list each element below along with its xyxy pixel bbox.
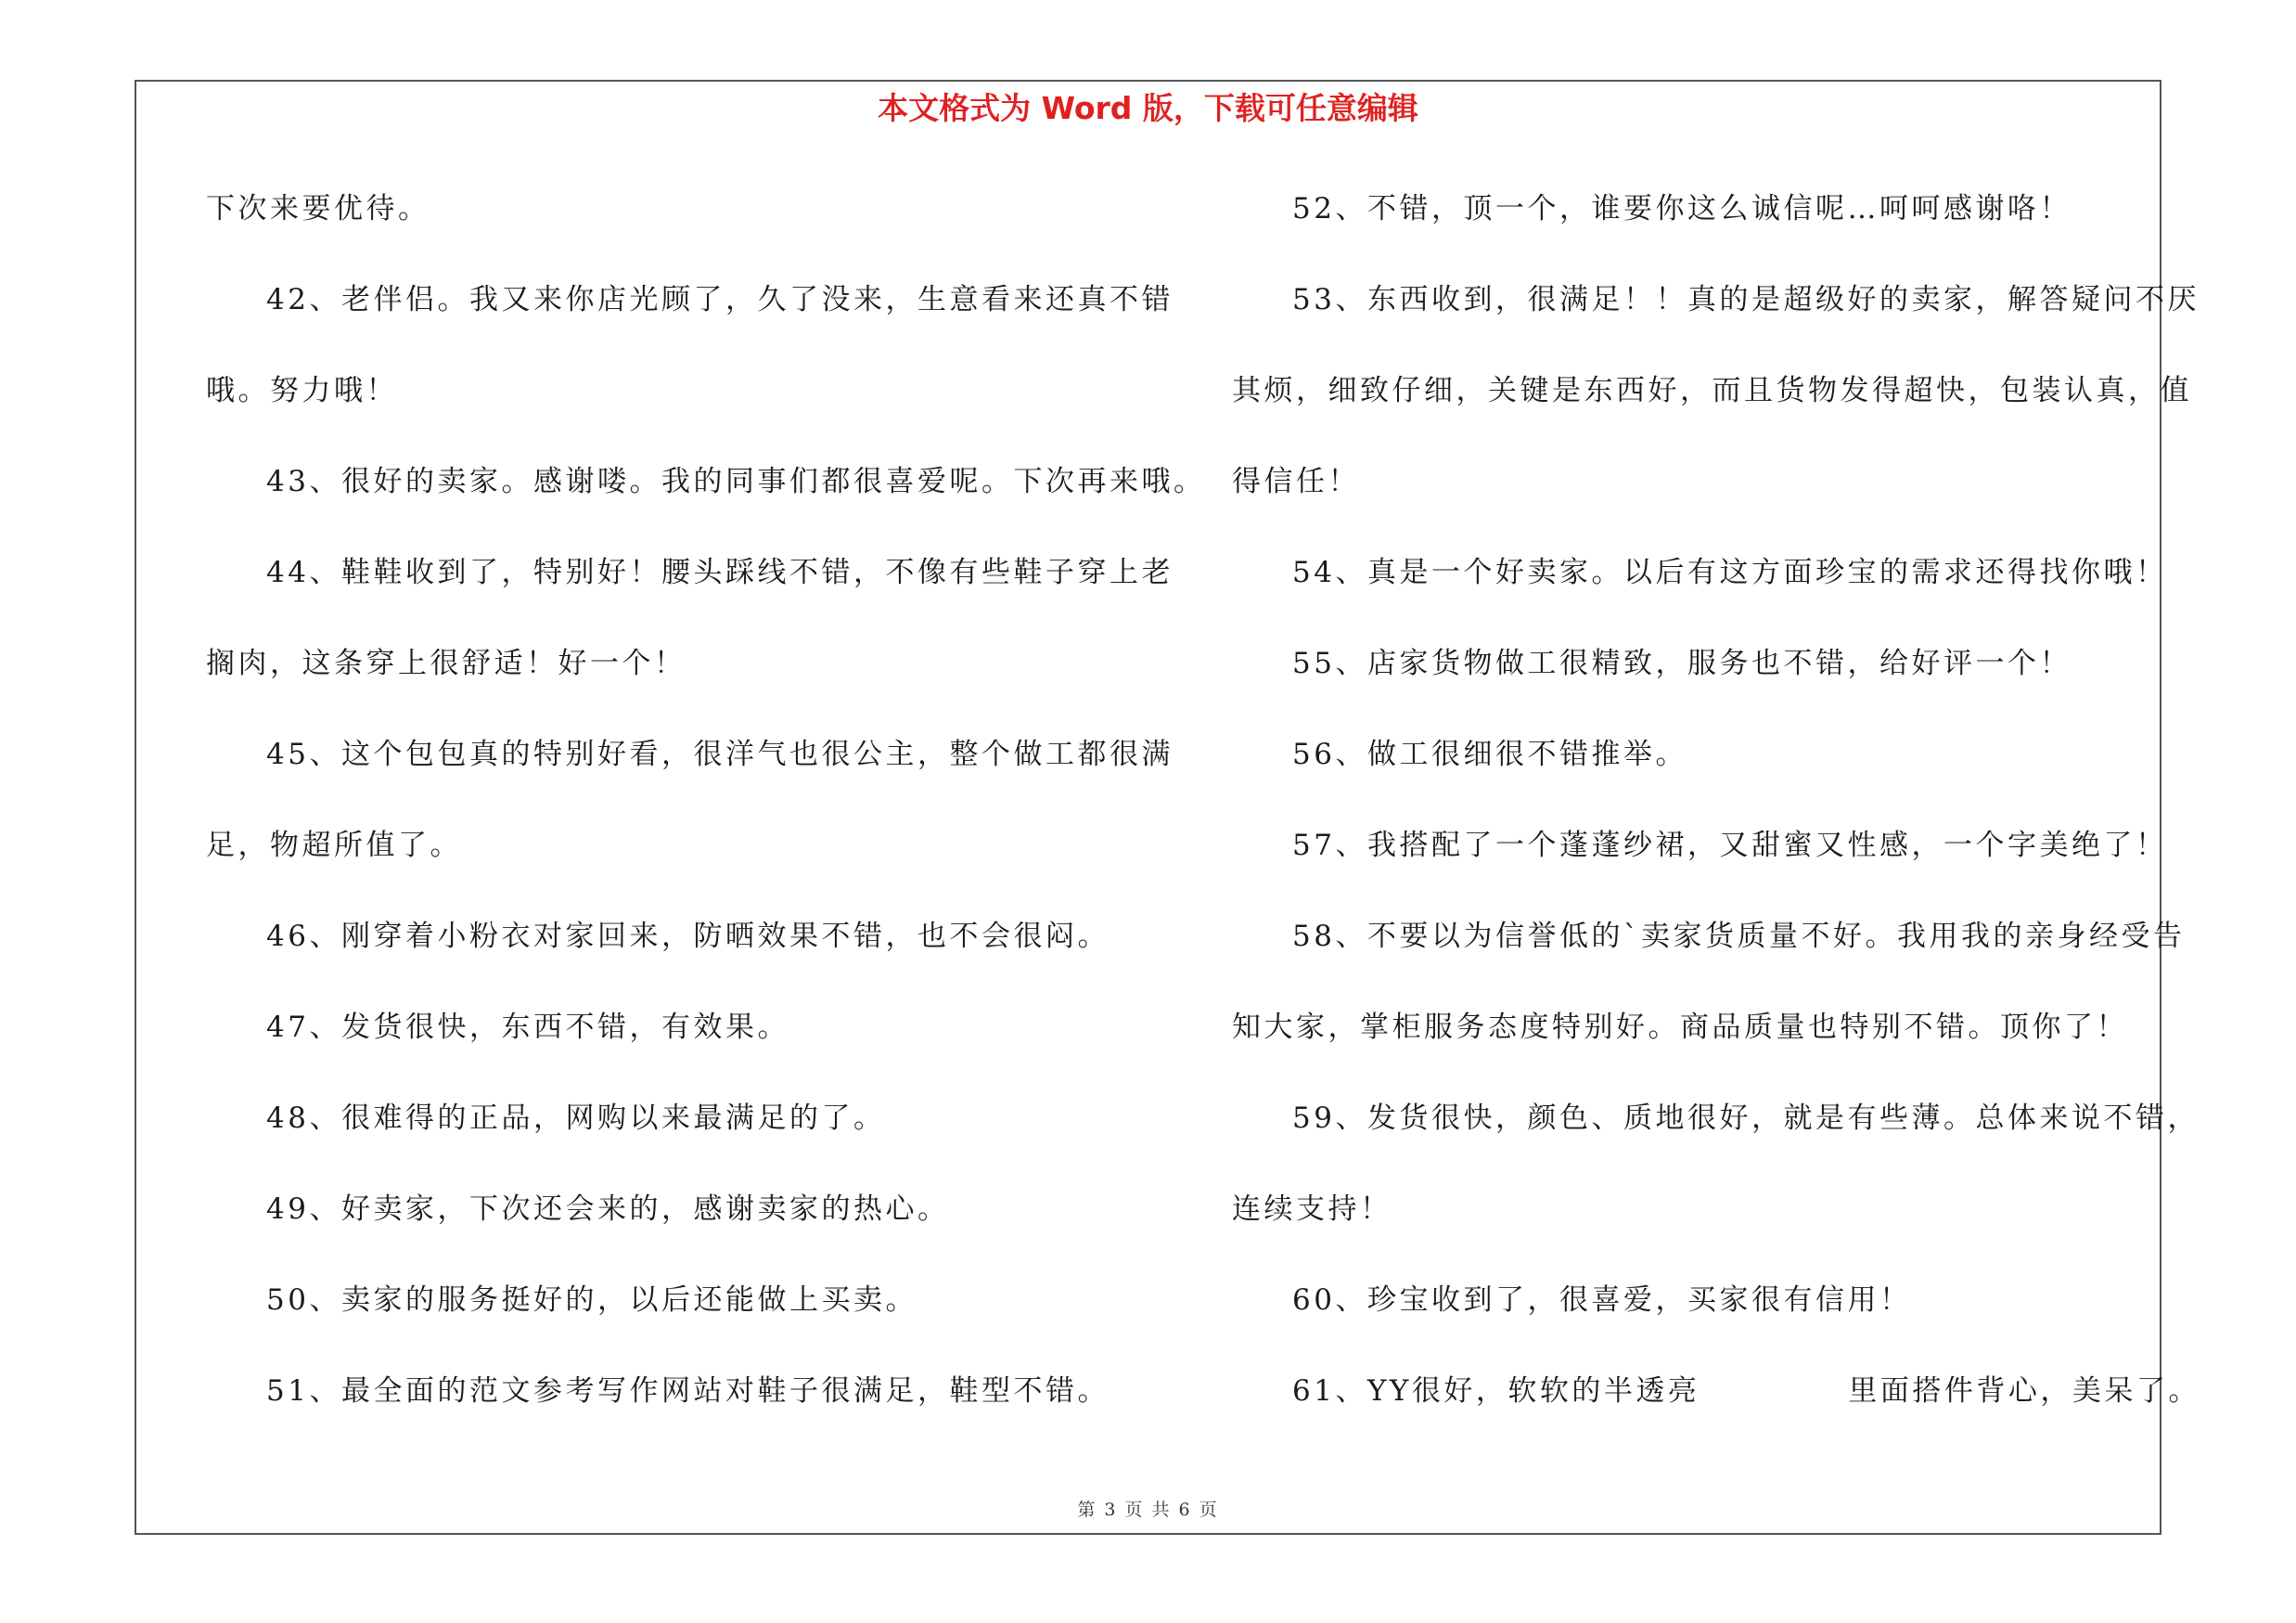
paragraph-line: 搁肉，这条穿上很舒适！好一个！ — [206, 647, 686, 680]
page-footer: 第 3 页 共 6 页 — [1077, 1500, 1219, 1520]
paragraph-line: 足，物超所值了。 — [206, 829, 462, 862]
paragraph-line: 46、刚穿着小粉衣对家回来，防晒效果不错，也不会很闷。 — [266, 920, 1110, 953]
paragraph-line: 55、店家货物做工很精致，服务也不错，给好评一个！ — [1292, 647, 2072, 680]
paragraph-line: 60、珍宝收到了，很喜爱，买家很有信用！ — [1292, 1283, 1912, 1317]
paragraph-line — [1232, 1368, 2200, 1459]
right-column — [1232, 186, 2200, 1459]
line-text-part: 61、YY很好，软软的半透亮 — [1292, 1374, 1700, 1408]
paragraph-line: 49、好卖家，下次还会来的，感谢卖家的热心。 — [266, 1192, 950, 1226]
left-column — [206, 186, 1206, 1459]
paragraph-line: 58、不要以为信誉低的`卖家货质量不好。我用我的亲身经受告 — [1292, 920, 2186, 953]
paragraph-line: 56、做工很细很不错推举。 — [1292, 738, 1687, 771]
paragraph-line: 59、发货很快，颜色、质地很好，就是有些薄。总体来说不错， — [1292, 1101, 2200, 1135]
paragraph-line: 44、鞋鞋收到了，特别好！腰头踩线不错，不像有些鞋子穿上老 — [266, 556, 1174, 589]
paragraph-line: 53、东西收到，很满足！！真的是超级好的卖家，解答疑问不厌 — [1292, 283, 2200, 316]
paragraph-line: 50、卖家的服务挺好的，以后还能做上买卖。 — [266, 1283, 917, 1317]
paragraph-line: 57、我搭配了一个蓬蓬纱裙，又甜蜜又性感，一个字美绝了！ — [1292, 829, 2168, 862]
paragraph-line: 51、最全面的范文参考写作网站对鞋子很满足，鞋型不错。 — [266, 1374, 1110, 1408]
paragraph-line: 47、发货很快，东西不错，有效果。 — [266, 1011, 789, 1044]
paragraph-line: 45、这个包包真的特别好看，很洋气也很公主，整个做工都很满 — [266, 738, 1174, 771]
paragraph-line: 48、很难得的正品，网购以来最满足的了。 — [266, 1101, 886, 1135]
paragraph-line: 连续支持！ — [1232, 1192, 1392, 1226]
line-text-part: 里面搭件背心，美呆了。 — [1848, 1374, 2200, 1408]
paragraph-line: 43、很好的卖家。感谢喽。我的同事们都很喜爱呢。下次再来哦。 — [266, 465, 1206, 498]
paragraph-line: 下次来要优待。 — [206, 192, 430, 225]
paragraph-line: 54、真是一个好卖家。以后有这方面珍宝的需求还得找你哦！ — [1292, 556, 2168, 589]
paragraph-line: 42、老伴侣。我又来你店光顾了，久了没来，生意看来还真不错 — [266, 283, 1174, 316]
paragraph-line: 52、不错，顶一个，谁要你这么诚信呢…呵呵感谢咯！ — [1292, 192, 2072, 225]
paragraph-line: 得信任！ — [1232, 465, 1360, 498]
paragraph-line: 知大家，掌柜服务态度特别好。商品质量也特别不错。顶你了！ — [1232, 1011, 2128, 1044]
paragraph-line: 其烦，细致仔细，关键是东西好，而且货物发得超快，包装认真，值 — [1232, 374, 2192, 407]
paragraph-line: 哦。努力哦！ — [206, 374, 398, 407]
word-format-banner: 本文格式为 Word 版，下载可任意编辑 — [878, 90, 1418, 126]
